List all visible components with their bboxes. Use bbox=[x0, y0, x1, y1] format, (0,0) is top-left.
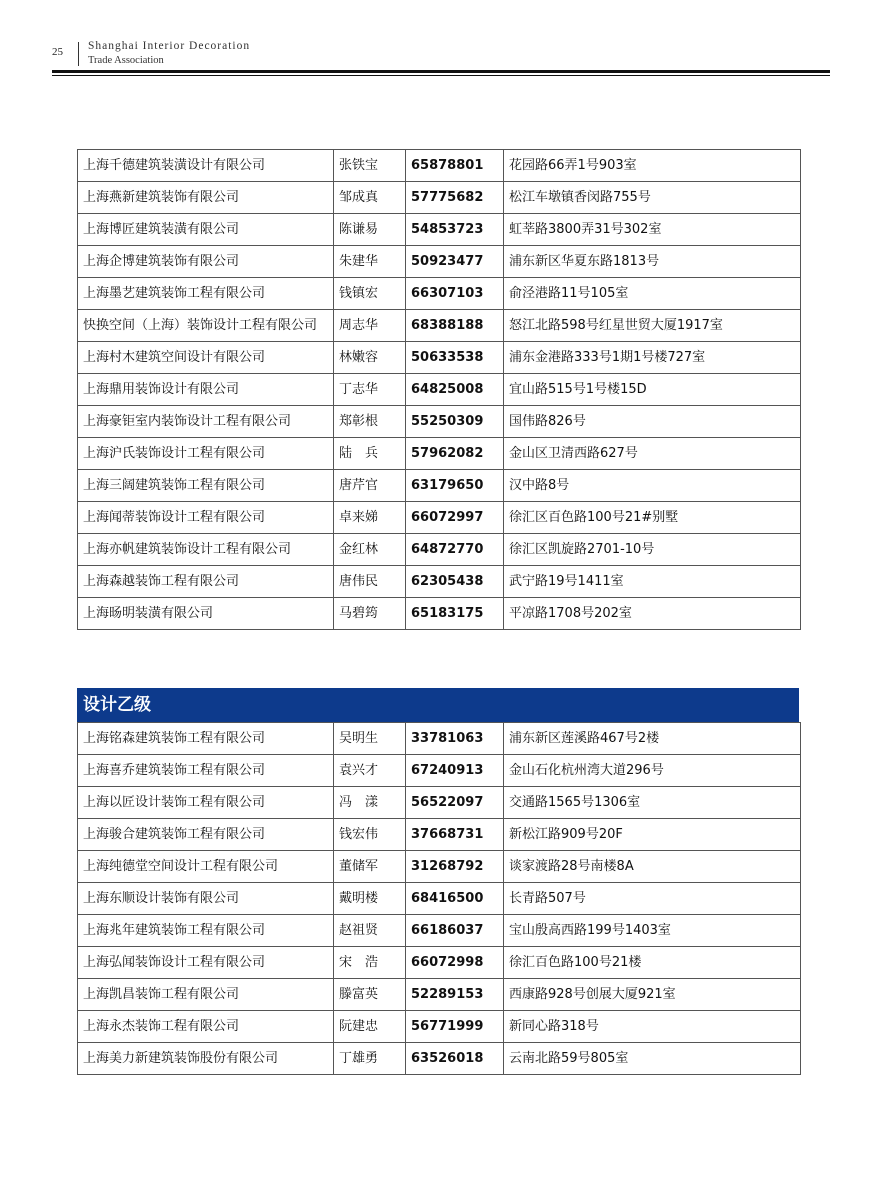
address-cell: 怒江北路598号红星世贸大厦1917室 bbox=[504, 310, 801, 342]
phone-number-cell: 31268792 bbox=[406, 851, 504, 883]
company-name-cell: 上海豪钜室内装饰设计工程有限公司 bbox=[78, 406, 334, 438]
contact-person-cell: 周志华 bbox=[334, 310, 406, 342]
phone-number-cell: 63526018 bbox=[406, 1043, 504, 1075]
header-rule-thick bbox=[52, 70, 830, 73]
table-row bbox=[78, 1011, 801, 1043]
company-directory-table bbox=[77, 149, 801, 630]
phone-number-cell: 64872770 bbox=[406, 534, 504, 566]
phone-number-cell: 66186037 bbox=[406, 915, 504, 947]
address-cell: 浦东金港路333号1期1号楼727室 bbox=[504, 342, 801, 374]
phone-number-cell: 68388188 bbox=[406, 310, 504, 342]
contact-person-cell: 陆 兵 bbox=[334, 438, 406, 470]
table-row bbox=[78, 406, 801, 438]
table-row bbox=[78, 915, 801, 947]
header-divider bbox=[78, 42, 79, 66]
contact-person-cell: 林嫩容 bbox=[334, 342, 406, 374]
address-cell: 松江车墩镇香闵路755号 bbox=[504, 182, 801, 214]
phone-number-cell: 64825008 bbox=[406, 374, 504, 406]
company-name-cell: 上海森越装饰工程有限公司 bbox=[78, 566, 334, 598]
table-row bbox=[78, 598, 801, 630]
address-cell: 宜山路515号1号楼15D bbox=[504, 374, 801, 406]
address-cell: 金山区卫清西路627号 bbox=[504, 438, 801, 470]
contact-person-cell: 吴明生 bbox=[334, 723, 406, 755]
phone-number-cell: 33781063 bbox=[406, 723, 504, 755]
company-name-cell: 上海骏合建筑装饰工程有限公司 bbox=[78, 819, 334, 851]
contact-person-cell: 唐芹官 bbox=[334, 470, 406, 502]
company-name-cell: 上海凯昌装饰工程有限公司 bbox=[78, 979, 334, 1011]
company-name-cell: 上海喜乔建筑装饰工程有限公司 bbox=[78, 755, 334, 787]
table-row bbox=[78, 883, 801, 915]
phone-number-cell: 65878801 bbox=[406, 150, 504, 182]
phone-number-cell: 66307103 bbox=[406, 278, 504, 310]
table-row bbox=[78, 342, 801, 374]
company-name-cell: 上海兆年建筑装饰工程有限公司 bbox=[78, 915, 334, 947]
address-cell: 金山石化杭州湾大道296号 bbox=[504, 755, 801, 787]
contact-person-cell: 张铁宝 bbox=[334, 150, 406, 182]
company-name-cell: 上海以匠设计装饰工程有限公司 bbox=[78, 787, 334, 819]
address-cell: 西康路928号创展大厦921室 bbox=[504, 979, 801, 1011]
contact-person-cell: 丁雄勇 bbox=[334, 1043, 406, 1075]
company-name-cell: 上海三阔建筑装饰工程有限公司 bbox=[78, 470, 334, 502]
org-name-line2: Trade Association bbox=[88, 55, 164, 66]
phone-number-cell: 66072997 bbox=[406, 502, 504, 534]
address-cell: 徐汇区百色路100号21#别墅 bbox=[504, 502, 801, 534]
company-name-cell: 上海亦帆建筑装饰设计工程有限公司 bbox=[78, 534, 334, 566]
phone-number-cell: 57962082 bbox=[406, 438, 504, 470]
address-cell: 宝山殷高西路199号1403室 bbox=[504, 915, 801, 947]
address-cell: 谈家渡路28号南楼8A bbox=[504, 851, 801, 883]
phone-number-cell: 56771999 bbox=[406, 1011, 504, 1043]
company-name-cell: 上海墨艺建筑装饰工程有限公司 bbox=[78, 278, 334, 310]
table-row bbox=[78, 374, 801, 406]
address-cell: 徐汇区凯旋路2701-10号 bbox=[504, 534, 801, 566]
directory-table-body bbox=[78, 150, 801, 630]
company-name-cell: 上海美力新建筑装饰股份有限公司 bbox=[78, 1043, 334, 1075]
table-row bbox=[78, 150, 801, 182]
table-row bbox=[78, 947, 801, 979]
contact-person-cell: 郑彰根 bbox=[334, 406, 406, 438]
company-name-cell: 上海企博建筑装饰有限公司 bbox=[78, 246, 334, 278]
address-cell: 新松江路909号20F bbox=[504, 819, 801, 851]
address-cell: 新同心路318号 bbox=[504, 1011, 801, 1043]
contact-person-cell: 陈谦易 bbox=[334, 214, 406, 246]
phone-number-cell: 50923477 bbox=[406, 246, 504, 278]
table-row bbox=[78, 278, 801, 310]
table-row bbox=[78, 310, 801, 342]
company-name-cell: 上海东顺设计装饰有限公司 bbox=[78, 883, 334, 915]
contact-person-cell: 宋 浩 bbox=[334, 947, 406, 979]
table-row bbox=[78, 214, 801, 246]
contact-person-cell: 唐伟民 bbox=[334, 566, 406, 598]
contact-person-cell: 戴明楼 bbox=[334, 883, 406, 915]
contact-person-cell: 朱建华 bbox=[334, 246, 406, 278]
contact-person-cell: 滕富英 bbox=[334, 979, 406, 1011]
company-name-cell: 上海旸明装潢有限公司 bbox=[78, 598, 334, 630]
phone-number-cell: 67240913 bbox=[406, 755, 504, 787]
phone-number-cell: 37668731 bbox=[406, 819, 504, 851]
table-row bbox=[78, 566, 801, 598]
table-row bbox=[78, 470, 801, 502]
table-row bbox=[78, 819, 801, 851]
phone-number-cell: 50633538 bbox=[406, 342, 504, 374]
table-row bbox=[78, 851, 801, 883]
address-cell: 浦东新区莲溪路467号2楼 bbox=[504, 723, 801, 755]
table-row bbox=[78, 979, 801, 1011]
table-row bbox=[78, 755, 801, 787]
phone-number-cell: 54853723 bbox=[406, 214, 504, 246]
phone-number-cell: 66072998 bbox=[406, 947, 504, 979]
company-name-cell: 上海博匠建筑装潢有限公司 bbox=[78, 214, 334, 246]
phone-number-cell: 65183175 bbox=[406, 598, 504, 630]
phone-number-cell: 52289153 bbox=[406, 979, 504, 1011]
address-cell: 平凉路1708号202室 bbox=[504, 598, 801, 630]
address-cell: 俞泾港路11号105室 bbox=[504, 278, 801, 310]
table-row bbox=[78, 534, 801, 566]
contact-person-cell: 丁志华 bbox=[334, 374, 406, 406]
table-row bbox=[78, 723, 801, 755]
address-cell: 徐汇百色路100号21楼 bbox=[504, 947, 801, 979]
company-name-cell: 上海闻蒂装饰设计工程有限公司 bbox=[78, 502, 334, 534]
contact-person-cell: 赵祖贤 bbox=[334, 915, 406, 947]
section-title-design-b: 设计乙级 bbox=[77, 688, 799, 722]
contact-person-cell: 钱宏伟 bbox=[334, 819, 406, 851]
company-name-cell: 快换空间（上海）装饰设计工程有限公司 bbox=[78, 310, 334, 342]
phone-number-cell: 55250309 bbox=[406, 406, 504, 438]
page-header bbox=[0, 0, 884, 80]
company-name-cell: 上海纯德堂空间设计工程有限公司 bbox=[78, 851, 334, 883]
design-b-directory-table bbox=[77, 722, 801, 1075]
directory-table-body bbox=[78, 723, 801, 1075]
table-row bbox=[78, 246, 801, 278]
phone-number-cell: 57775682 bbox=[406, 182, 504, 214]
header-rule-thin bbox=[52, 75, 830, 76]
table-row bbox=[78, 438, 801, 470]
contact-person-cell: 袁兴才 bbox=[334, 755, 406, 787]
phone-number-cell: 68416500 bbox=[406, 883, 504, 915]
contact-person-cell: 卓来娣 bbox=[334, 502, 406, 534]
phone-number-cell: 56522097 bbox=[406, 787, 504, 819]
company-name-cell: 上海沪氏装饰设计工程有限公司 bbox=[78, 438, 334, 470]
table-row bbox=[78, 787, 801, 819]
company-name-cell: 上海铭森建筑装饰工程有限公司 bbox=[78, 723, 334, 755]
contact-person-cell: 邹成真 bbox=[334, 182, 406, 214]
company-name-cell: 上海村木建筑空间设计有限公司 bbox=[78, 342, 334, 374]
contact-person-cell: 阮建忠 bbox=[334, 1011, 406, 1043]
address-cell: 浦东新区华夏东路1813号 bbox=[504, 246, 801, 278]
table-row bbox=[78, 502, 801, 534]
address-cell: 国伟路826号 bbox=[504, 406, 801, 438]
contact-person-cell: 马碧筠 bbox=[334, 598, 406, 630]
contact-person-cell: 钱镇宏 bbox=[334, 278, 406, 310]
address-cell: 云南北路59号805室 bbox=[504, 1043, 801, 1075]
contact-person-cell: 金红林 bbox=[334, 534, 406, 566]
contact-person-cell: 董储军 bbox=[334, 851, 406, 883]
org-name-line1: Shanghai Interior Decoration bbox=[88, 40, 251, 52]
address-cell: 长青路507号 bbox=[504, 883, 801, 915]
table-row bbox=[78, 182, 801, 214]
address-cell: 虹莘路3800弄31号302室 bbox=[504, 214, 801, 246]
address-cell: 花园路66弄1号903室 bbox=[504, 150, 801, 182]
company-name-cell: 上海千德建筑装潢设计有限公司 bbox=[78, 150, 334, 182]
company-name-cell: 上海鼎用装饰设计有限公司 bbox=[78, 374, 334, 406]
phone-number-cell: 62305438 bbox=[406, 566, 504, 598]
address-cell: 武宁路19号1411室 bbox=[504, 566, 801, 598]
company-name-cell: 上海永杰装饰工程有限公司 bbox=[78, 1011, 334, 1043]
address-cell: 交通路1565号1306室 bbox=[504, 787, 801, 819]
page-number: 25 bbox=[52, 46, 63, 58]
address-cell: 汉中路8号 bbox=[504, 470, 801, 502]
phone-number-cell: 63179650 bbox=[406, 470, 504, 502]
contact-person-cell: 冯 漾 bbox=[334, 787, 406, 819]
company-name-cell: 上海燕新建筑装饰有限公司 bbox=[78, 182, 334, 214]
company-name-cell: 上海弘闻装饰设计工程有限公司 bbox=[78, 947, 334, 979]
table-row bbox=[78, 1043, 801, 1075]
